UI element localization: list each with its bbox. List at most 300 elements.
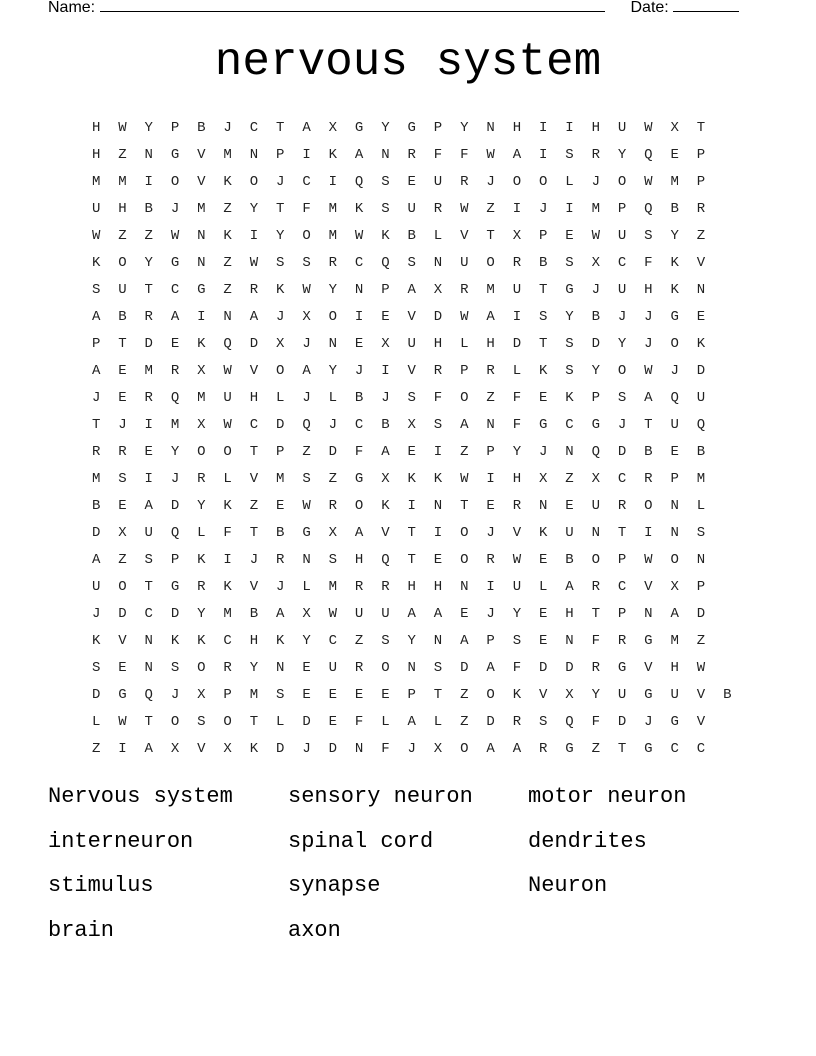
grid-letter: G [644, 740, 653, 757]
grid-letter: N [276, 659, 285, 676]
grid-letter: D [302, 713, 311, 730]
grid-letter: Q [644, 200, 653, 217]
grid-letter: R [512, 254, 522, 271]
grid-letter: T [617, 740, 627, 757]
name-blank-line[interactable] [100, 0, 605, 12]
grid-letter: O [302, 227, 311, 244]
grid-row [83, 330, 740, 357]
grid-letter: T [249, 443, 259, 460]
word-list [48, 780, 768, 958]
grid-letter: E [407, 173, 416, 190]
grid-letter: S [565, 146, 574, 163]
grid-letter: N [302, 551, 311, 568]
grid-letter: V [407, 308, 416, 325]
grid-letter: D [170, 497, 180, 514]
grid-letter: X [118, 524, 127, 541]
grid-letter: U [407, 335, 416, 352]
grid-letter: O [460, 551, 469, 568]
grid-letter: Y [670, 227, 679, 244]
grid-letter: N [433, 497, 443, 514]
grid-letter: I [354, 308, 364, 325]
grid-letter: S [407, 254, 416, 271]
grid-letter: V [644, 659, 653, 676]
grid-letter: I [538, 146, 548, 163]
grid-letter: X [328, 119, 338, 136]
grid-letter: V [512, 524, 522, 541]
grid-letter: P [670, 470, 679, 487]
grid-letter: O [118, 254, 127, 271]
grid-letter: A [354, 146, 364, 163]
grid-letter: E [433, 551, 443, 568]
grid-letter: M [328, 227, 338, 244]
grid-letter: J [591, 173, 600, 190]
grid-letter: N [696, 281, 706, 298]
grid-letter: O [670, 551, 679, 568]
grid-letter: D [591, 335, 600, 352]
grid-letter: J [381, 389, 390, 406]
grid-letter: I [512, 200, 522, 217]
grid-letter: T [249, 524, 259, 541]
grid-letter: A [460, 416, 469, 433]
grid-letter: W [644, 119, 653, 136]
grid-letter: J [486, 524, 495, 541]
grid-letter: F [354, 443, 364, 460]
grid-letter: H [512, 119, 522, 136]
grid-letter: D [565, 659, 574, 676]
grid-row [83, 519, 740, 546]
grid-letter: X [433, 740, 443, 757]
grid-letter: U [670, 686, 679, 703]
grid-letter: S [538, 308, 548, 325]
grid-letter: P [91, 335, 101, 352]
grid-letter: V [197, 740, 206, 757]
grid-letter: X [197, 686, 206, 703]
grid-row [83, 600, 740, 627]
grid-letter: P [276, 443, 285, 460]
grid-letter: J [276, 173, 285, 190]
grid-letter: U [670, 416, 679, 433]
grid-letter: V [249, 362, 259, 379]
grid-letter: A [91, 551, 101, 568]
grid-letter: Q [144, 686, 153, 703]
grid-letter: M [670, 173, 679, 190]
grid-letter: O [486, 254, 495, 271]
grid-letter: N [565, 632, 574, 649]
grid-letter: P [538, 227, 548, 244]
grid-letter: M [328, 200, 338, 217]
grid-letter: C [617, 470, 627, 487]
grid-letter: L [460, 335, 469, 352]
grid-letter: R [354, 578, 364, 595]
grid-letter: W [302, 497, 311, 514]
grid-letter: G [197, 281, 206, 298]
grid-letter: K [276, 281, 285, 298]
grid-letter: N [486, 416, 495, 433]
grid-letter: E [670, 443, 679, 460]
grid-letter: Y [591, 686, 600, 703]
grid-letter: X [407, 416, 416, 433]
grid-letter: E [538, 389, 548, 406]
grid-letter: G [302, 524, 311, 541]
grid-letter: U [328, 659, 338, 676]
grid-letter: A [144, 497, 153, 514]
grid-letter: L [328, 389, 338, 406]
grid-letter: A [512, 146, 522, 163]
grid-letter: A [91, 362, 101, 379]
grid-letter: Q [644, 146, 653, 163]
grid-letter: U [144, 524, 153, 541]
grid-letter: U [223, 389, 232, 406]
grid-letter: N [565, 443, 574, 460]
grid-letter: N [460, 578, 469, 595]
grid-letter: J [276, 308, 285, 325]
grid-letter: E [670, 146, 679, 163]
grid-letter: O [197, 659, 206, 676]
grid-letter: Z [223, 200, 232, 217]
grid-letter: T [644, 416, 653, 433]
grid-letter: V [197, 146, 206, 163]
grid-letter: W [170, 227, 180, 244]
grid-letter: S [328, 551, 338, 568]
grid-letter: V [381, 524, 390, 541]
grid-letter: I [512, 308, 522, 325]
grid-letter: J [91, 389, 101, 406]
grid-letter: Z [486, 389, 495, 406]
grid-letter: D [118, 605, 127, 622]
grid-letter: P [696, 173, 706, 190]
grid-letter: R [407, 146, 416, 163]
grid-letter: C [223, 632, 232, 649]
grid-letter: J [302, 335, 311, 352]
grid-letter: I [118, 740, 127, 757]
grid-letter: I [407, 497, 416, 514]
grid-letter: O [170, 713, 180, 730]
grid-letter: R [328, 497, 338, 514]
grid-letter: Y [617, 335, 627, 352]
grid-letter: N [249, 146, 259, 163]
grid-letter: O [381, 659, 390, 676]
grid-letter: M [118, 173, 127, 190]
grid-letter: N [644, 605, 653, 622]
grid-letter: U [91, 578, 101, 595]
grid-letter: J [407, 740, 416, 757]
grid-letter: H [118, 200, 127, 217]
grid-letter: R [617, 497, 627, 514]
grid-letter: Z [144, 227, 153, 244]
grid-letter: S [696, 524, 706, 541]
grid-letter: G [644, 686, 653, 703]
grid-letter: E [460, 605, 469, 622]
grid-letter: I [381, 362, 390, 379]
grid-letter: O [617, 173, 627, 190]
grid-letter: T [591, 605, 600, 622]
grid-letter: Z [118, 551, 127, 568]
grid-letter: Z [223, 254, 232, 271]
grid-letter: Z [565, 470, 574, 487]
grid-letter: G [617, 659, 627, 676]
grid-letter: C [302, 173, 311, 190]
grid-letter: Z [302, 443, 311, 460]
grid-letter: E [354, 686, 364, 703]
grid-letter: B [591, 308, 600, 325]
grid-letter: R [197, 578, 206, 595]
grid-row [83, 384, 740, 411]
grid-letter: G [670, 308, 679, 325]
grid-letter: Y [170, 443, 180, 460]
word-list-item: stimulus [48, 873, 154, 898]
grid-letter: R [486, 551, 495, 568]
grid-letter: C [170, 281, 180, 298]
grid-letter: Z [118, 227, 127, 244]
grid-letter: K [249, 740, 259, 757]
grid-letter: V [407, 362, 416, 379]
page-title: nervous system [214, 36, 602, 88]
grid-letter: R [644, 470, 653, 487]
grid-letter: U [696, 389, 706, 406]
grid-letter: K [91, 632, 101, 649]
grid-letter: W [644, 173, 653, 190]
grid-letter: X [433, 281, 443, 298]
grid-letter: B [723, 686, 732, 703]
grid-letter: L [381, 713, 390, 730]
grid-letter: K [223, 227, 232, 244]
grid-letter: A [407, 605, 416, 622]
grid-letter: V [197, 173, 206, 190]
grid-letter: Q [170, 389, 180, 406]
grid-letter: C [354, 416, 364, 433]
grid-letter: S [381, 173, 390, 190]
grid-letter: I [144, 416, 153, 433]
grid-letter: W [302, 281, 311, 298]
grid-letter: P [617, 605, 627, 622]
grid-letter: O [118, 578, 127, 595]
grid-letter: C [696, 740, 706, 757]
grid-letter: W [249, 254, 259, 271]
grid-letter: O [328, 308, 338, 325]
grid-letter: J [170, 470, 180, 487]
grid-letter: Y [144, 119, 153, 136]
grid-letter: X [381, 335, 390, 352]
grid-letter: N [354, 740, 364, 757]
grid-letter: N [197, 227, 206, 244]
grid-row [83, 249, 740, 276]
grid-letter: G [670, 713, 679, 730]
grid-letter: A [565, 578, 574, 595]
grid-letter: J [670, 362, 679, 379]
grid-letter: Z [328, 470, 338, 487]
grid-letter: D [170, 605, 180, 622]
grid-letter: K [328, 146, 338, 163]
grid-letter: D [328, 740, 338, 757]
grid-letter: W [328, 605, 338, 622]
grid-letter: P [170, 119, 180, 136]
grid-letter: T [144, 281, 153, 298]
grid-letter: P [591, 389, 600, 406]
grid-letter: T [538, 335, 548, 352]
grid-letter: Z [591, 740, 600, 757]
grid-letter: C [670, 740, 679, 757]
grid-letter: H [91, 119, 101, 136]
grid-letter: A [91, 308, 101, 325]
word-list-item: synapse [288, 873, 381, 898]
grid-letter: S [170, 659, 180, 676]
grid-letter: R [170, 362, 180, 379]
grid-letter: S [302, 470, 311, 487]
grid-letter: F [433, 146, 443, 163]
grid-letter: Q [696, 416, 706, 433]
grid-letter: K [381, 227, 390, 244]
grid-letter: M [486, 281, 495, 298]
grid-letter: H [249, 389, 259, 406]
grid-letter: U [512, 578, 522, 595]
letter-grid [83, 114, 740, 762]
grid-letter: B [118, 308, 127, 325]
grid-letter: A [486, 659, 495, 676]
grid-letter: H [354, 551, 364, 568]
grid-letter: B [354, 389, 364, 406]
grid-letter: Q [591, 443, 600, 460]
grid-letter: J [302, 740, 311, 757]
grid-letter: G [170, 578, 180, 595]
grid-letter: S [91, 659, 101, 676]
grid-letter: S [381, 632, 390, 649]
grid-letter: Y [328, 281, 338, 298]
grid-letter: P [696, 146, 706, 163]
grid-letter: L [565, 173, 574, 190]
grid-letter: B [249, 605, 259, 622]
grid-letter: M [197, 389, 206, 406]
grid-letter: P [486, 632, 495, 649]
grid-row [83, 303, 740, 330]
date-blank-line[interactable] [673, 0, 739, 12]
grid-letter: Y [197, 497, 206, 514]
grid-letter: M [91, 470, 101, 487]
grid-letter: R [433, 200, 443, 217]
grid-letter: C [354, 254, 364, 271]
grid-letter: B [197, 119, 206, 136]
grid-letter: W [460, 470, 469, 487]
grid-letter: U [381, 605, 390, 622]
grid-letter: G [170, 254, 180, 271]
grid-letter: P [381, 281, 390, 298]
grid-letter: B [381, 416, 390, 433]
grid-row [83, 573, 740, 600]
grid-letter: S [276, 254, 285, 271]
grid-letter: P [617, 551, 627, 568]
word-list-item: Nervous system [48, 784, 233, 809]
grid-letter: S [538, 713, 548, 730]
grid-letter: H [591, 119, 600, 136]
grid-letter: A [670, 605, 679, 622]
grid-letter: A [354, 524, 364, 541]
grid-letter: B [565, 551, 574, 568]
grid-letter: I [565, 200, 574, 217]
grid-letter: K [223, 173, 232, 190]
grid-letter: K [197, 632, 206, 649]
grid-letter: D [144, 335, 153, 352]
grid-letter: H [644, 281, 653, 298]
word-list-item: axon [288, 917, 341, 943]
grid-letter: K [538, 362, 548, 379]
grid-row [83, 735, 740, 762]
grid-letter: S [407, 389, 416, 406]
grid-letter: O [170, 173, 180, 190]
grid-letter: R [591, 578, 600, 595]
grid-letter: U [460, 254, 469, 271]
grid-letter: D [512, 335, 522, 352]
grid-letter: H [433, 335, 443, 352]
grid-letter: Q [223, 335, 232, 352]
grid-letter: O [223, 713, 232, 730]
grid-letter: L [433, 227, 443, 244]
grid-letter: N [433, 254, 443, 271]
grid-letter: U [407, 200, 416, 217]
grid-letter: Z [460, 443, 469, 460]
grid-letter: Z [486, 200, 495, 217]
grid-letter: F [591, 632, 600, 649]
grid-letter: S [433, 416, 443, 433]
grid-letter: P [696, 578, 706, 595]
grid-letter: T [407, 551, 416, 568]
grid-letter: O [249, 173, 259, 190]
grid-letter: L [276, 713, 285, 730]
grid-letter: N [433, 632, 443, 649]
grid-letter: P [223, 686, 232, 703]
grid-letter: X [591, 254, 600, 271]
grid-row [83, 357, 740, 384]
grid-letter: S [644, 227, 653, 244]
grid-letter: I [538, 119, 548, 136]
grid-letter: J [91, 605, 101, 622]
grid-letter: K [565, 389, 574, 406]
grid-letter: Q [381, 551, 390, 568]
grid-letter: H [91, 146, 101, 163]
grid-letter: O [276, 362, 285, 379]
grid-letter: A [486, 740, 495, 757]
grid-letter: C [565, 416, 574, 433]
grid-letter: I [144, 470, 153, 487]
grid-letter: A [486, 308, 495, 325]
grid-letter: A [644, 389, 653, 406]
grid-letter: E [118, 362, 127, 379]
grid-letter: B [696, 443, 706, 460]
grid-letter: E [170, 335, 180, 352]
grid-letter: L [302, 578, 311, 595]
grid-row [83, 438, 740, 465]
grid-letter: C [144, 605, 153, 622]
grid-letter: R [460, 281, 469, 298]
grid-letter: J [644, 713, 653, 730]
grid-letter: E [276, 497, 285, 514]
grid-letter: E [118, 497, 127, 514]
grid-letter: T [433, 686, 443, 703]
grid-letter: J [486, 173, 495, 190]
grid-letter: R [512, 713, 522, 730]
grid-letter: K [91, 254, 101, 271]
grid-letter: S [276, 686, 285, 703]
grid-letter: T [407, 524, 416, 541]
grid-letter: S [433, 659, 443, 676]
grid-letter: W [486, 146, 495, 163]
grid-letter: F [512, 416, 522, 433]
grid-letter: I [223, 551, 232, 568]
grid-letter: W [644, 362, 653, 379]
grid-letter: D [617, 713, 627, 730]
grid-letter: E [407, 443, 416, 460]
grid-letter: X [170, 740, 180, 757]
word-list-item: sensory neuron [288, 784, 473, 809]
grid-letter: Z [354, 632, 364, 649]
